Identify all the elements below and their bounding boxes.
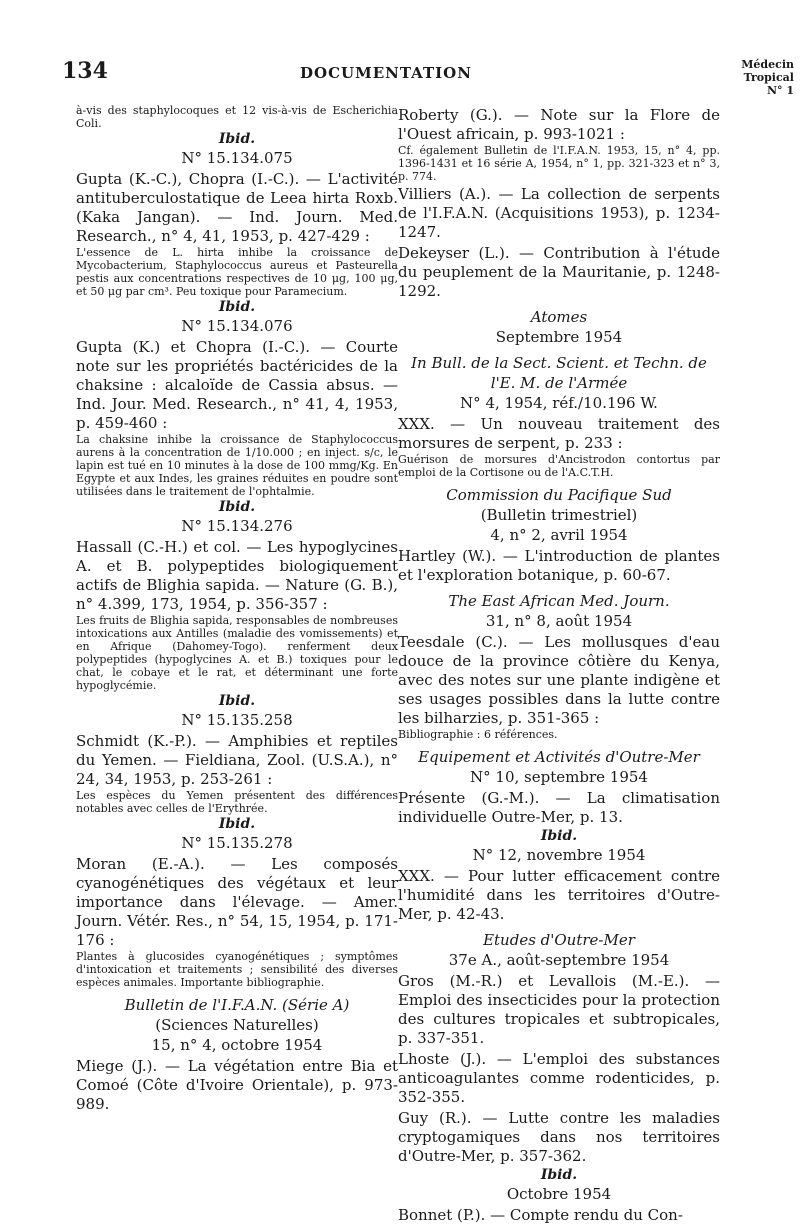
ibid-heading: Ibid. <box>540 1167 578 1183</box>
summary-note: L'essence de L. hirta inhibe la croissance de Mycobacterium, Staphylococcus aureus et Pasteurella pestis aux concentrations respectives de 10 μg, 100 μg, et 50 μg par cm³. Peu toxique pour Paramecium. <box>76 246 398 298</box>
page-title: DOCUMENTATION <box>300 64 472 82</box>
journal-heading: The East African Med. Journ. <box>448 592 670 610</box>
reference-line: N° 12, novembre 1954 <box>472 846 646 864</box>
entry-text: Dekeyser (L.). — Contribution à l'étude du peuplement de la Mauritanie, p. 1248-1292. <box>398 244 720 300</box>
corner-line: Médecin <box>741 58 794 71</box>
reference-line: 4, n° 2, avril 1954 <box>490 526 628 544</box>
entry-text: Lhoste (J.). — L'emploi des substances anticoagulantes comme rodenticides, p. 352-355. <box>398 1050 720 1106</box>
reference-line: 37e A., août-septembre 1954 <box>448 951 670 969</box>
entry-text: Teesdale (C.). — Les mollusques d'eau douce de la province côtière du Kenya, avec des notes sur une plante indigène et ses usages possibles dans la lutte contre les bilharzies, p. 351-365 : <box>398 633 720 727</box>
entry-text: Schmidt (K.-P.). — Amphibies et reptiles du Yemen. — Fieldiana, Zool. (U.S.A.), n° 24, 34, 1953, p. 253-261 : <box>76 732 398 788</box>
corner-line: N° 1 <box>766 84 794 97</box>
journal-heading: Atomes <box>530 308 588 326</box>
ibid-heading: Ibid. <box>218 499 256 515</box>
reference-line: 31, n° 8, août 1954 <box>485 612 633 630</box>
summary-note: Les fruits de Blighia sapida, responsables de nombreuses intoxications aux Antilles (maladie des vomissements) et en Afrique (Dahomey-Togo). renferment deux polypeptides (hypoglycines A. et B.) toxiques pour le chat, le cobaye et le rat, et déterminant une forte hypoglycémie. <box>76 614 398 692</box>
reference-line: N° 15.134.075 <box>181 149 293 167</box>
entry-text: Moran (E.-A.). — Les composés cyanogénétiques des végétaux et leur importance dans l'élevage. — Amer. Journ. Vétér. Res., n° 54, 15, 1954, p. 171-176 : <box>76 855 398 949</box>
summary-note: Bibliographie : 6 références. <box>398 728 558 741</box>
page-number: 134 <box>62 58 108 84</box>
reference-line: N° 15.134.076 <box>181 317 293 335</box>
reference-line: N° 15.135.258 <box>181 711 293 729</box>
journal-corner <box>741 58 794 97</box>
entry-text: Villiers (A.). — La collection de serpents de l'I.F.A.N. (Acquisitions 1953), p. 1234-1247. <box>398 185 720 241</box>
reference-line: N° 10, septembre 1954 <box>470 768 648 786</box>
reference-line: N° 4, 1954, réf./10.196 W. <box>460 394 658 412</box>
summary-note: Les espèces du Yemen présentent des différences notables avec celles de l'Erythrée. <box>76 789 398 815</box>
entry-text: Roberty (G.). — Note sur la Flore de l'Ouest africain, p. 993-1021 : <box>398 106 720 143</box>
summary-note: à-vis des staphylocoques et 12 vis-à-vis de Escherichia Coli. <box>76 104 398 130</box>
summary-note: Guérison de morsures d'Ancistrodon contortus par emploi de la Cortisone ou de l'A.C.T.H. <box>398 453 720 479</box>
reference-line: Octobre 1954 <box>506 1185 612 1203</box>
reference-line: (Bulletin trimestriel) <box>480 506 638 524</box>
journal-heading: Equipement et Activités d'Outre-Mer <box>418 748 700 766</box>
reference-line: N° 15.135.278 <box>181 834 293 852</box>
entry-text: XXX. — Un nouveau traitement des morsures de serpent, p. 233 : <box>398 415 720 452</box>
entry-text: Gros (M.-R.) et Levallois (M.-E.). — Emploi des insecticides pour la protection des cultures tropicales et subtropicales, p. 337-351. <box>398 972 720 1047</box>
summary-note: La chaksine inhibe la croissance de Staphylococcus aurens à la concentration de 1/10.000 ; en inject. s/c, le lapin est tué en 10 minutes à la dose de 100 mmg/Kg. En Egypte et aux Indes, les graines réduites en poudre sont utilisées dans le traitement de l'ophtalmie. <box>76 433 398 498</box>
reference-line: Septembre 1954 <box>495 328 623 346</box>
right-column <box>398 104 720 1225</box>
left-column <box>76 104 398 1114</box>
journal-heading: Commission du Pacifique Sud <box>446 486 672 504</box>
entry-text: Hassall (C.-H.) et col. — Les hypoglycines A. et B. polypeptides biologiquement actifs de Blighia sapida. — Nature (G. B.), n° 4.399, 173, 1954, p. 356-357 : <box>76 538 398 613</box>
entry-text: Miege (J.). — La végétation entre Bia et Comoé (Côte d'Ivoire Orientale), p. 973-989. <box>76 1057 398 1113</box>
entry-text: Guy (R.). — Lutte contre les maladies cryptogamiques dans nos territoires d'Outre-Mer, p. 357-362. <box>398 1109 720 1165</box>
summary-note: Plantes à glucosides cyanogénétiques ; symptômes d'intoxication et traitements ; sensibilité des diverses espèces animales. Importante bibliographie. <box>76 950 398 989</box>
ibid-heading: Ibid. <box>218 131 256 147</box>
entry-text: Gupta (K.) et Chopra (I.-C.). — Courte note sur les propriétés bactéricides de la chaksine : alcaloïde de Cassia absus. — Ind. Jour. Med. Research., n° 41, 4, 1953, p. 459-460 : <box>76 338 398 432</box>
ibid-heading: Ibid. <box>218 299 256 315</box>
entry-text: Présente (G.-M.). — La climatisation individuelle Outre-Mer, p. 13. <box>398 789 720 826</box>
corner-line: Tropical <box>743 71 794 84</box>
entry-text: XXX. — Pour lutter efficacement contre l'humidité dans les territoires d'Outre-Mer, p. 42-43. <box>398 867 720 923</box>
ibid-heading: Ibid. <box>218 816 256 832</box>
journal-heading: In Bull. de la Sect. Scient. et Techn. de l'E. M. de l'Armée <box>411 354 707 392</box>
summary-note: Cf. également Bulletin de l'I.F.A.N. 1953, 15, n° 4, pp. 1396-1431 et 16 série A, 1954, n° 1, pp. 321-323 et n° 3, p. 774. <box>398 144 720 183</box>
entry-text: Gupta (K.-C.), Chopra (I.-C.). — L'activité antituberculostatique de Leea hirta Roxb. (Kaka Jangan). — Ind. Journ. Med. Research., n° 4, 41, 1953, p. 427-429 : <box>76 170 398 245</box>
ibid-heading: Ibid. <box>540 828 578 844</box>
entry-text: Hartley (W.). — L'introduction de plantes et l'exploration botanique, p. 60-67. <box>398 547 720 584</box>
journal-heading: Etudes d'Outre-Mer <box>483 931 635 949</box>
journal-heading: Bulletin de l'I.F.A.N. (Série A) <box>124 996 350 1014</box>
ibid-heading: Ibid. <box>218 693 256 709</box>
reference-line: (Sciences Naturelles) <box>155 1016 319 1034</box>
entry-text: Bonnet (P.). — Compte rendu du Con- <box>398 1206 683 1224</box>
reference-line: 15, n° 4, octobre 1954 <box>151 1036 323 1054</box>
reference-line: N° 15.134.276 <box>181 517 293 535</box>
